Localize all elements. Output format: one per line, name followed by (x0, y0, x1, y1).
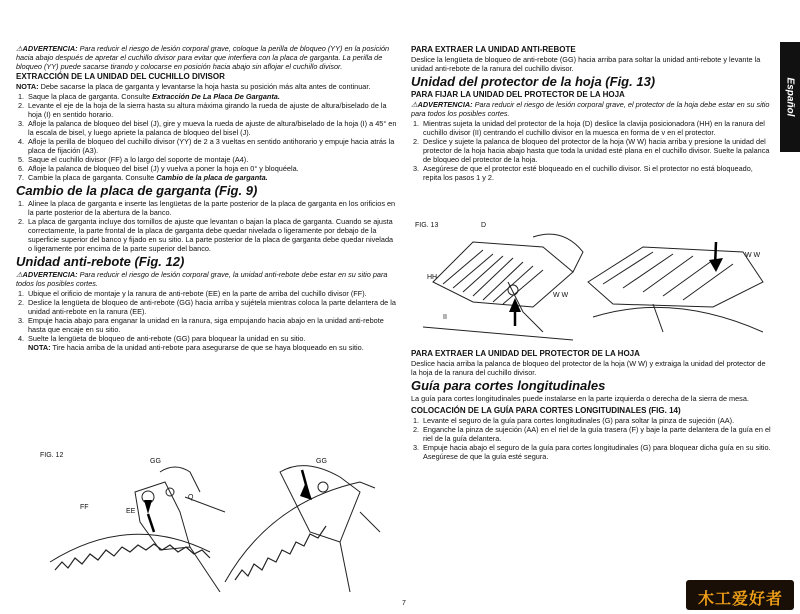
list-item: 1. Mientras sujeta la unidad del protector de la hoja (D) deslice la clavija posicionadora (HH) en la ranura del cuchillo divisor (II) centrando el cuchillo divisor en la muesca en forma de v en el protector. (413, 119, 765, 137)
label-d: D (481, 222, 487, 229)
nota-2: NOTA: Tire hacia arriba de la unidad anti-rebote para asegurarse de que se haya bloqueado en su sitio. (28, 343, 364, 352)
colocacion-heading: COLOCACIÓN DE LA GUÍA PARA CORTES LONGITUDINALES (FIG. 14) (411, 406, 681, 415)
figure-13-illustration (413, 222, 775, 342)
cambio-steps (16, 199, 398, 253)
page-number: 7 (402, 600, 406, 607)
list-item: 3. Afloje la palanca de bloqueo del bisel (J), gire y mueva la rueda de ajuste de altura/biselado de la hoja (I) a 45° en la escala de bisel, y luego apriete la palanca de bloqueo del bisel (J). (18, 119, 397, 137)
list-item: 2. Enganche la pinza de sujeción (AA) en el riel de la guía trasera (F) y baje la parte delantera de la guía en el riel de la guía delantera. (413, 425, 771, 443)
label-ii: II (443, 314, 447, 321)
extract-steps (16, 92, 398, 182)
list-item: 4. Suelte la lengüeta de bloqueo de anti-rebote (GG) para bloquear la unidad en su sitio. (18, 334, 306, 343)
label-hh: HH (427, 274, 438, 281)
extraer-prot-text: Deslice hacia arriba la palanca de bloqueo del protector de la hoja (W W) y extraiga la unidad del protector de la hoja de la ranura del cuchillo divisor. (411, 359, 766, 377)
colocacion-steps (411, 416, 773, 461)
warning-yy: ⚠ADVERTENCIA: Para reducir el riesgo de lesión corporal grave, coloque la perilla de bloqueo (YY) en la posición hacia abajo después de apretar el cuchillo divisor para evitar que interfiera con la placa de garganta. La perilla de bloqueo (YY) puede sacarse tirando y colocarse en posición hacia abajo sin aflojar el cuchillo divisor. (16, 44, 390, 71)
list-item: 1. Levante el seguro de la guía para cortes longitudinales (G) para soltar la pinza de sujeción (AA). (413, 416, 735, 425)
label-ee: EE (126, 508, 136, 515)
list-item: 1. Alinee la placa de garganta e inserte las lengüetas de la parte posterior de la placa de garganta en los orificios en la parte posterior de la abertura de la banco. (18, 199, 396, 217)
warning-icon: ⚠ (411, 100, 418, 109)
figure-caption: FIG. 13 (415, 222, 439, 229)
list-item: 2. La placa de garganta incluye dos tornillos de ajuste que levantan o bajan la placa de garganta. Cuando se ajusta correctamente, la parte frontal de la placa de garganta debe quedar nivelada o ligeramente por debajo de la superficie superior del banco y fijado en su sitio. La parte posterior de la placa de garganta debe quedar nivelada o ligeramente por encima de la parte superior del banco. (18, 217, 394, 253)
warning-icon: ⚠ (16, 44, 23, 53)
list-item: 1. Ubique el orificio de montaje y la ranura de anti-rebote (EE) en la parte de arriba del cuchillo divisor (FF). (18, 289, 367, 298)
figure-13 (413, 222, 775, 342)
figure-12 (40, 452, 385, 592)
list-item: 3. Empuje hacia abajo el seguro de la guía para cortes longitudinales (G) para bloquear dicha guía en su sitio. Asegúrese de que la guía esté segura. (413, 443, 771, 461)
list-item: 2. Deslice y sujete la palanca de bloqueo del protector de la hoja (W W) hacia arriba y presione la unidad del protector de la hoja hacia abajo hasta que toda la unidad esté plana en el cuchillo divisor. Suelte la palanca de bloqueo del protector de la hoja. (413, 137, 770, 164)
figure-caption: FIG. 12 (40, 452, 64, 459)
watermark-logo: 木工爱好者 (686, 580, 794, 610)
list-item: 3. Asegúrese de que el protector esté bloqueado en el cuchillo divisor. Si el protector no está bloqueado, repita los pasos 1 y 2. (413, 164, 753, 182)
left-column (16, 44, 398, 353)
label-gg-2: GG (316, 458, 327, 465)
list-item: 2. Deslice la lengüeta de bloqueo de anti-rebote (GG) hacia arriba y sujétela mientras coloca la parte delantera de la unidad anti-rebote en la ranura (EE). (18, 298, 396, 316)
label-q: Q (188, 494, 194, 501)
list-item: 1. Saque la placa de garganta. Consulte Extracción De La Placa De Garganta. (18, 92, 280, 101)
figure-12-illustration (40, 452, 385, 592)
extraer-prot-heading: PARA EXTRAER LA UNIDAD DEL PROTECTOR DE LA HOJA (411, 349, 640, 358)
protector-heading: Unidad del protector de la hoja (Fig. 13) (411, 74, 656, 89)
extraer-anti-heading: PARA EXTRAER LA UNIDAD ANTI-REBOTE (411, 45, 576, 54)
cambio-heading: Cambio de la placa de garganta (Fig. 9) (16, 183, 258, 198)
warning-antirebote: ⚠ADVERTENCIA: Para reducir el riesgo de lesión corporal grave, la unidad anti-rebote debe estar en su sitio para todos los posibles cortes. (16, 270, 388, 288)
list-item: 7. Cambie la placa de garganta. Consulte Cambio de la placa de garganta. (18, 173, 268, 182)
language-tab: Español (780, 42, 800, 152)
label-ww-2: W W (745, 252, 761, 259)
list-item: 4. Afloje la perilla de bloqueo del cuchillo divisor (YY) de 2 a 3 vueltas en sentido antihorario y empuje hacia atrás la placa de fijación (A3). (18, 137, 395, 155)
warning-icon: ⚠ (16, 270, 23, 279)
list-item: 2. Levante el eje de la hoja de la sierra hasta su altura máxima girando la rueda de ajuste de altura/biselado de la hoja (I) en sentido horario. (18, 101, 387, 119)
list-item: 5. Saque el cuchillo divisor (FF) a lo largo del soporte de montaje (A4). (18, 155, 249, 164)
right-column (411, 44, 773, 182)
right-column-bottom (411, 348, 773, 461)
antirebote-heading: Unidad anti-rebote (Fig. 12) (16, 254, 185, 269)
list-item: 3. Empuje hacia abajo para enganar la unidad en la ranura, siga empujando hacia abajo en la unidad anti-rebote hasta que encaje en su sitio. (18, 316, 384, 334)
nota-1: NOTA: Debe sacarse la placa de garganta y levantarse la hoja hasta su posición más alta antes de continuar. (16, 82, 371, 91)
guia-heading: Guía para cortes longitudinales (411, 378, 606, 393)
list-item: 6. Afloje la palanca de bloqueo del bisel (J) y vuelva a poner la hoja en 0° y bloquéela. (18, 164, 299, 173)
extraer-anti-text: Deslice la lengüeta de bloqueo de anti-rebote (GG) hacia arriba para soltar la unidad anti-rebote y levante la unidad anti-rebote de la ranura del cuchillo divisor. (411, 55, 761, 73)
antirebote-steps (16, 289, 398, 343)
label-gg: GG (150, 458, 161, 465)
warning-protector: ⚠ADVERTENCIA: Para reducir el riesgo de lesión corporal grave, el protector de la hoja debe estar en su sitio para todos los posibles cortes. (411, 100, 770, 118)
label-ww: W W (553, 292, 569, 299)
fijar-heading: PARA FIJAR LA UNIDAD DEL PROTECTOR DE LA HOJA (411, 90, 625, 99)
fijar-steps (411, 119, 773, 182)
label-ff: FF (80, 504, 89, 511)
extract-heading: EXTRACCIÓN DE LA UNIDAD DEL CUCHILLO DIVISOR (16, 72, 225, 81)
guia-text: La guía para cortes longitudinales puede instalarse en la parte izquierda o derecha de la sierra de mesa. (411, 394, 749, 403)
